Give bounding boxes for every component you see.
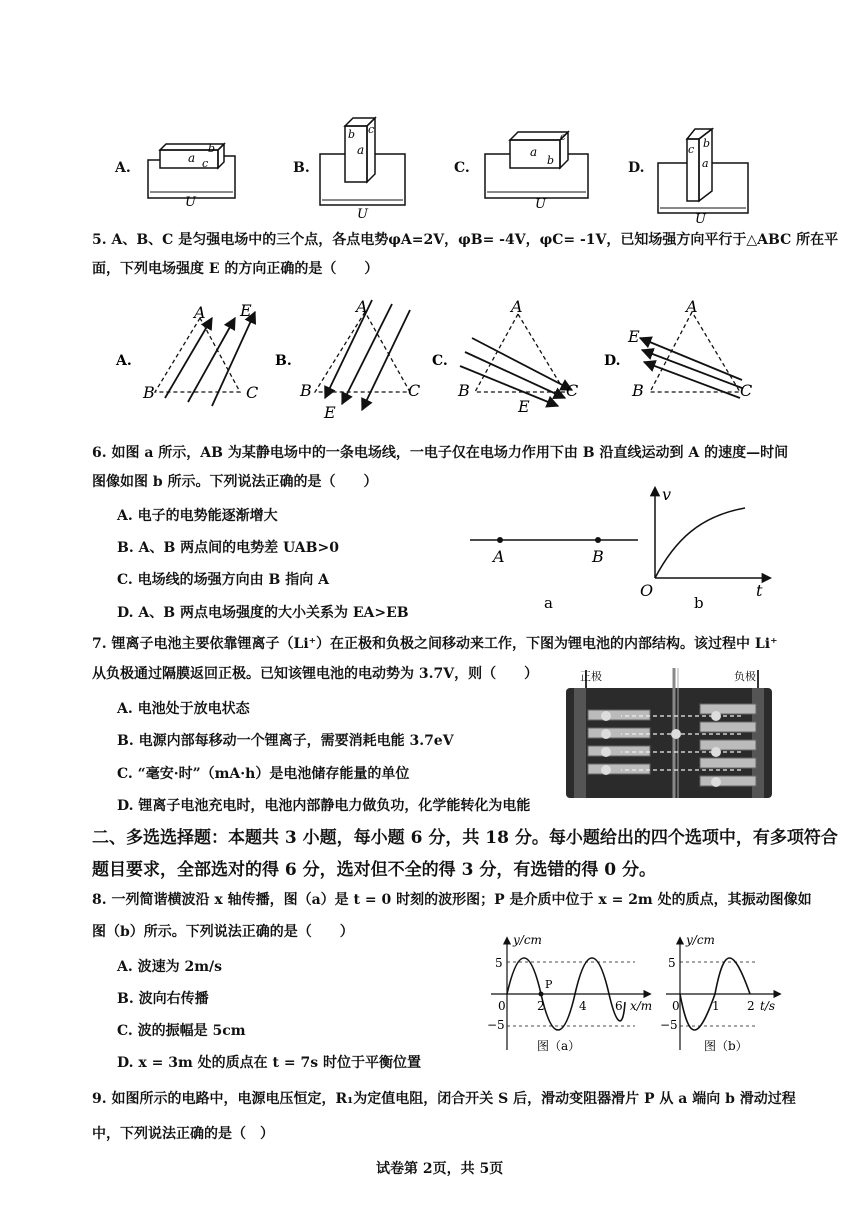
q4c-a: a <box>530 145 538 159</box>
svg-text:E: E <box>240 301 252 320</box>
q4b-a: a <box>357 143 365 157</box>
q5-option-c-label: C. <box>432 353 448 369</box>
q6-vt-curve <box>655 508 745 578</box>
svg-text:−5: −5 <box>487 1018 505 1032</box>
q6-stem-line1: 6. 如图 a 所示，AB 为某静电场中的一条电场线，一电子仅在电场力作用下由 B 沿直线运动到 A 的速度—时间 <box>92 445 789 461</box>
q5-option-a-label: A. <box>116 353 132 369</box>
q4d-u: U <box>695 212 706 225</box>
q4a-u: U <box>185 195 196 210</box>
q4-option-b-figure <box>315 110 415 220</box>
svg-text:C: C <box>740 381 753 400</box>
svg-text:B: B <box>143 383 155 402</box>
q6-stem-line2: 图像如图 b 所示。下列说法正确的是（ ） <box>92 474 378 490</box>
svg-text:E: E <box>324 403 336 422</box>
battery-positive-label: 正极 <box>580 670 602 683</box>
q6-origin: O <box>640 581 654 600</box>
svg-text:y/cm: y/cm <box>513 933 542 947</box>
svg-text:0: 0 <box>672 999 680 1013</box>
q4-option-a-figure <box>140 120 250 210</box>
svg-text:B: B <box>300 381 312 400</box>
q8-option-c: C. 波的振幅是 5cm <box>117 1023 246 1039</box>
svg-text:E: E <box>518 397 530 416</box>
q6-point-a: A <box>493 547 505 566</box>
q8-figure-a <box>485 932 655 1057</box>
svg-text:C: C <box>246 383 259 402</box>
q9-stem-line1: 9. 如图所示的电路中，电源电压恒定，R₁为定值电阻，闭合开关 S 后，滑动变阻器滑片 P 从 a 端向 b 滑动过程 <box>92 1091 796 1107</box>
q8-option-a: A. 波速为 2m/s <box>117 959 223 975</box>
svg-text:x/m: x/m <box>630 999 653 1013</box>
q7-battery-figure <box>566 664 772 798</box>
svg-text:4: 4 <box>579 999 587 1013</box>
svg-text:A: A <box>194 303 206 322</box>
q6-axis-t: t <box>756 581 763 600</box>
svg-text:A: A <box>686 297 698 316</box>
svg-text:C: C <box>408 381 421 400</box>
q4a-b: b <box>208 142 216 155</box>
svg-text:6: 6 <box>615 999 623 1013</box>
q6-option-c: C. 电场线的场强方向由 B 指向 A <box>117 572 329 588</box>
q8-option-b: B. 波向右传播 <box>117 991 209 1007</box>
svg-text:5: 5 <box>495 956 503 970</box>
q7-option-d: D. 锂离子电池充电时，电池内部静电力做负功，化学能转化为电能 <box>117 798 531 814</box>
q5-option-b-label: B. <box>275 353 292 369</box>
q8-stem-line2: 图（b）所示。下列说法正确的是（ ） <box>92 924 354 940</box>
svg-text:2: 2 <box>537 999 545 1013</box>
q8-caption-a: 图（a） <box>537 1039 581 1053</box>
q6-axis-v: v <box>662 485 672 504</box>
svg-text:5: 5 <box>668 956 676 970</box>
q4-option-d-label: D. <box>628 160 645 176</box>
battery-diagram <box>566 664 772 798</box>
svg-text:−5: −5 <box>660 1018 678 1032</box>
q4c-c: c <box>560 132 566 143</box>
q6-option-b: B. A、B 两点间的电势差 UAB>0 <box>117 540 339 556</box>
svg-text:y/cm: y/cm <box>686 933 715 947</box>
q5-options-figure <box>110 290 790 425</box>
q5-option-b-diagram <box>299 297 420 422</box>
q4-option-c-label: C. <box>454 160 470 176</box>
q4d-a: a <box>702 157 709 170</box>
q4a-c: c <box>202 157 209 170</box>
q5-option-d-label: D. <box>604 353 621 369</box>
q5-option-c-diagram <box>457 297 578 416</box>
q4b-b: b <box>348 128 356 141</box>
q5-option-a-diagram <box>142 301 258 406</box>
q4d-c: c <box>688 143 695 156</box>
page-footer: 试卷第 2页，共 5页 <box>376 1161 504 1177</box>
q6-caption-b: b <box>694 594 704 612</box>
q4-option-d-figure <box>650 115 760 225</box>
q9-stem-line2: 中，下列说法正确的是（ ） <box>92 1126 274 1142</box>
svg-text:B: B <box>458 381 470 400</box>
q5-stem-line1: 5. A、B、C 是匀强电场中的三个点，各点电势φA=2V，φB= -4V，φC= -1V，已知场强方向平行于△ABC 所在平 <box>92 232 839 248</box>
q4a-a: a <box>188 151 196 165</box>
q7-option-a: A. 电池处于放电状态 <box>117 701 250 717</box>
svg-text:A: A <box>356 297 368 316</box>
svg-text:A: A <box>511 297 523 316</box>
q4d-b: b <box>703 137 711 150</box>
svg-text:2: 2 <box>747 999 755 1013</box>
q7-stem-line1: 7. 锂离子电池主要依靠锂离子（Li⁺）在正极和负极之间移动来工作，下图为锂电池的内部结构。该过程中 Li⁺ <box>92 636 778 652</box>
q4b-u: U <box>357 207 368 220</box>
q4c-b: b <box>547 154 555 167</box>
q7-option-c: C. “毫安·时”（mA·h）是电池储存能量的单位 <box>117 766 410 782</box>
q8-stem-line1: 8. 一列简谐横波沿 x 轴传播，图（a）是 t = 0 时刻的波形图；P 是介质中位于 x = 2m 处的质点，其振动图像如 <box>92 892 812 908</box>
q4c-u: U <box>535 197 546 210</box>
section2-header-line1: 二、多选选择题：本题共 3 小题，每小题 6 分，共 18 分。每小题给出的四个选项中，有多项符合 <box>92 828 838 848</box>
q6-option-d: D. A、B 两点电场强度的大小关系为 EA>EB <box>117 605 409 621</box>
svg-text:1: 1 <box>712 999 720 1013</box>
svg-text:t/s: t/s <box>760 999 776 1013</box>
q8-figure-b <box>660 932 785 1057</box>
svg-text:B: B <box>632 381 644 400</box>
q7-option-b: B. 电源内部每移动一个锂离子，需要消耗电能 3.7eV <box>117 733 454 749</box>
q4-option-b-label: B. <box>293 160 310 176</box>
svg-text:0: 0 <box>498 999 506 1013</box>
q4-option-a-label: A. <box>115 160 131 176</box>
section2-header-line2: 题目要求，全部选对的得 6 分，选对但不全的得 3 分，有选错的得 0 分。 <box>92 860 656 880</box>
q6-point-b: B <box>592 547 604 566</box>
svg-text:C: C <box>566 381 579 400</box>
q8-caption-b: 图（b） <box>704 1039 748 1053</box>
q4b-c: c <box>368 123 375 136</box>
svg-text:P: P <box>545 978 553 991</box>
q4-options <box>100 105 800 225</box>
battery-negative-label: 负极 <box>734 670 756 683</box>
q6-figure <box>460 480 780 615</box>
q5-stem-line2: 面，下列电场强度 E 的方向正确的是（ ） <box>92 261 379 277</box>
q5-option-d-diagram <box>627 297 752 400</box>
q6-option-a: A. 电子的电势能逐渐增大 <box>117 508 278 524</box>
svg-text:E: E <box>628 327 640 346</box>
q4-option-c-figure <box>480 120 595 210</box>
q8-option-d: D. x = 3m 处的质点在 t = 7s 时位于平衡位置 <box>117 1055 421 1071</box>
q6-caption-a: a <box>544 594 553 612</box>
q7-stem-line2: 从负极通过隔膜返回正极。已知该锂电池的电动势为 3.7V，则（ ） <box>92 666 539 682</box>
